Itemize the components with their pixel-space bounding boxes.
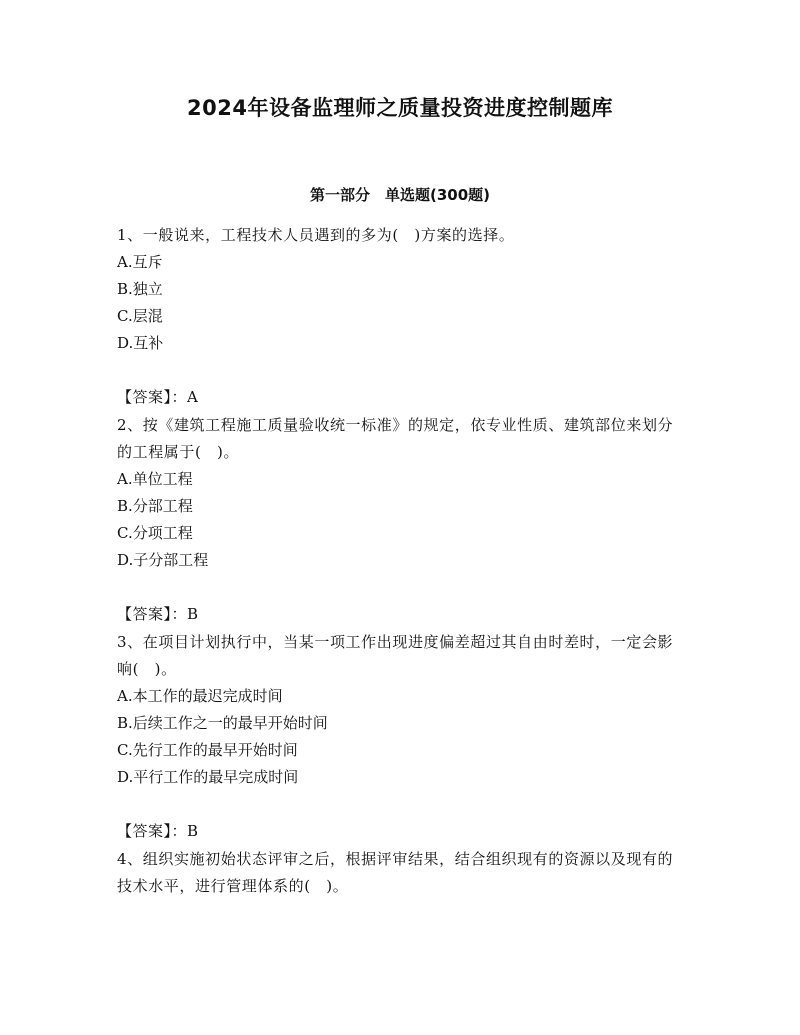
question-list — [117, 222, 687, 900]
question-4 — [117, 846, 687, 900]
question-text: 2、按《建筑工程施工质量验收统一标准》的规定，依专业性质、建筑部位来划分的工程属于( )。 — [117, 416, 674, 461]
question-text: 1、一般说来，工程技术人员遇到的多为( )方案的选择。 — [117, 226, 515, 244]
option-d: D.平行工作的最早完成时间 — [117, 768, 299, 786]
option-d: D.互补 — [117, 334, 164, 352]
option-a: A.单位工程 — [117, 470, 193, 488]
option-d: D.子分部工程 — [117, 551, 209, 569]
option-b: B.独立 — [117, 280, 163, 298]
question-2 — [117, 412, 687, 628]
answer-label: 【答案】：A — [117, 388, 199, 406]
option-a: A.互斥 — [117, 253, 163, 271]
option-b: B.后续工作之一的最早开始时间 — [117, 714, 328, 732]
answer-label: 【答案】：B — [117, 822, 199, 840]
option-c: C.先行工作的最早开始时间 — [117, 741, 298, 759]
section-heading: 第一部分 单选题(300题) — [309, 186, 491, 204]
question-3 — [117, 629, 687, 845]
question-text: 3、在项目计划执行中，当某一项工作出现进度偏差超过其自由时差时，一定会影响( )。 — [117, 633, 674, 678]
document-title: 2024年设备监理师之质量投资进度控制题库 — [187, 96, 613, 120]
option-b: B.分部工程 — [117, 497, 193, 515]
question-text: 4、组织实施初始状态评审之后，根据评审结果，结合组织现有的资源以及现有的技术水平，进行管理体系的( )。 — [117, 850, 674, 895]
option-c: C.层混 — [117, 307, 163, 325]
answer-label: 【答案】：B — [117, 605, 199, 623]
option-a: A.本工作的最迟完成时间 — [117, 687, 283, 705]
question-1 — [117, 222, 687, 411]
option-c: C.分项工程 — [117, 524, 193, 542]
